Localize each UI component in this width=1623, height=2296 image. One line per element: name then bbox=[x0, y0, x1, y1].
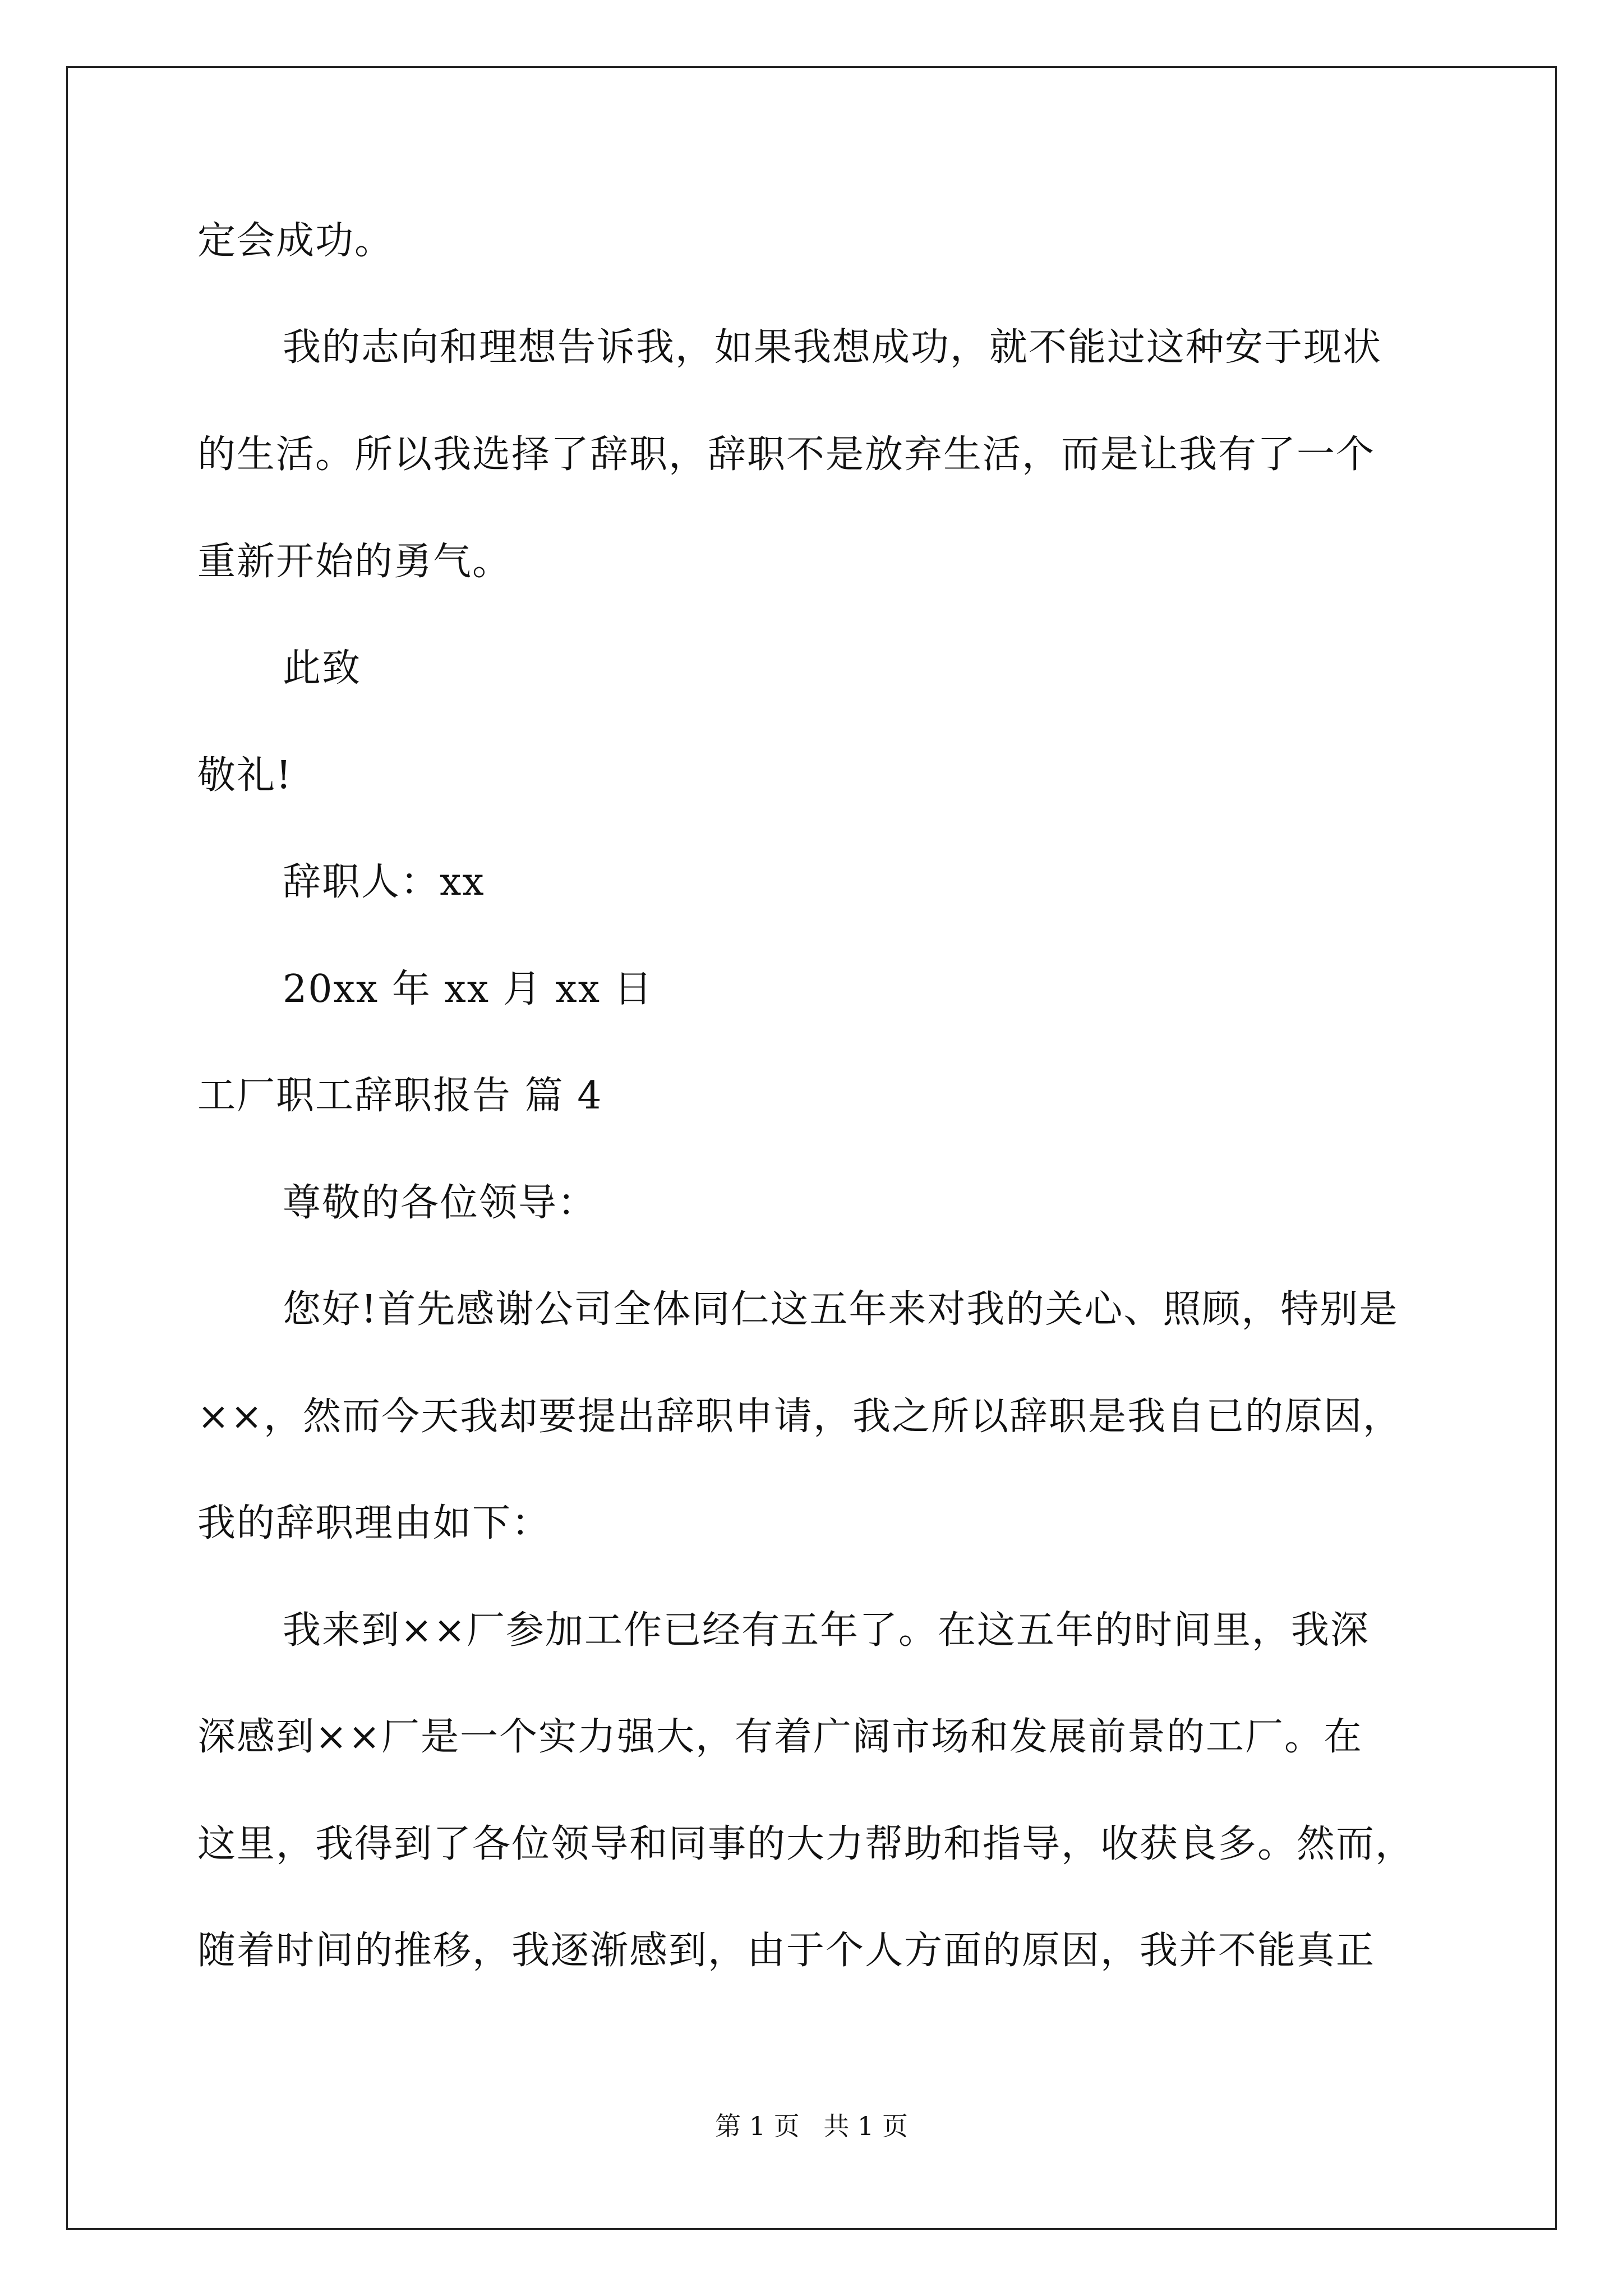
text-line: 随着时间的推移，我逐渐感到，由于个人方面的原因，我并不能真正 bbox=[197, 1929, 1376, 1973]
closing-regards: 敬礼! bbox=[197, 753, 293, 798]
page-border bbox=[66, 66, 1557, 2230]
greeting-line: 尊敬的各位领导： bbox=[283, 1181, 597, 1225]
text-line: ××，然而今天我却要提出辞职申请，我之所以辞职是我自已的原因， bbox=[197, 1395, 1402, 1439]
date-line: 20xx 年 xx 月 xx 日 bbox=[283, 967, 653, 1011]
closing-salutation: 此致 bbox=[283, 646, 362, 691]
page-total: 共 1 页 bbox=[823, 2111, 908, 2141]
text-line: 定会成功。 bbox=[197, 219, 394, 263]
signature-line: 辞职人：xx bbox=[283, 860, 485, 904]
text-line: 我的辞职理由如下： bbox=[197, 1501, 551, 1545]
page-number: 第 1 页 bbox=[715, 2111, 800, 2141]
text-line: 我的志向和理想告诉我，如果我想成功，就不能过这种安于现状 bbox=[283, 325, 1382, 370]
text-line: 的生活。所以我选择了辞职，辞职不是放弃生活，而是让我有了一个 bbox=[197, 432, 1376, 477]
text-line: 重新开始的勇气。 bbox=[197, 540, 512, 584]
page-footer bbox=[0, 2109, 1623, 2143]
text-line: 深感到××厂是一个实力强大，有着广阔市场和发展前景的工厂。在 bbox=[197, 1715, 1363, 1759]
text-line: 您好!首先感谢公司全体同仁这五年来对我的关心、照顾，特别是 bbox=[283, 1287, 1399, 1332]
text-line: 这里，我得到了各位领导和同事的大力帮助和指导，收获良多。然而， bbox=[197, 1822, 1415, 1866]
section-heading: 工厂职工辞职报告 篇 4 bbox=[197, 1074, 603, 1118]
text-line: 我来到××厂参加工作已经有五年了。在这五年的时间里，我深 bbox=[283, 1608, 1370, 1653]
